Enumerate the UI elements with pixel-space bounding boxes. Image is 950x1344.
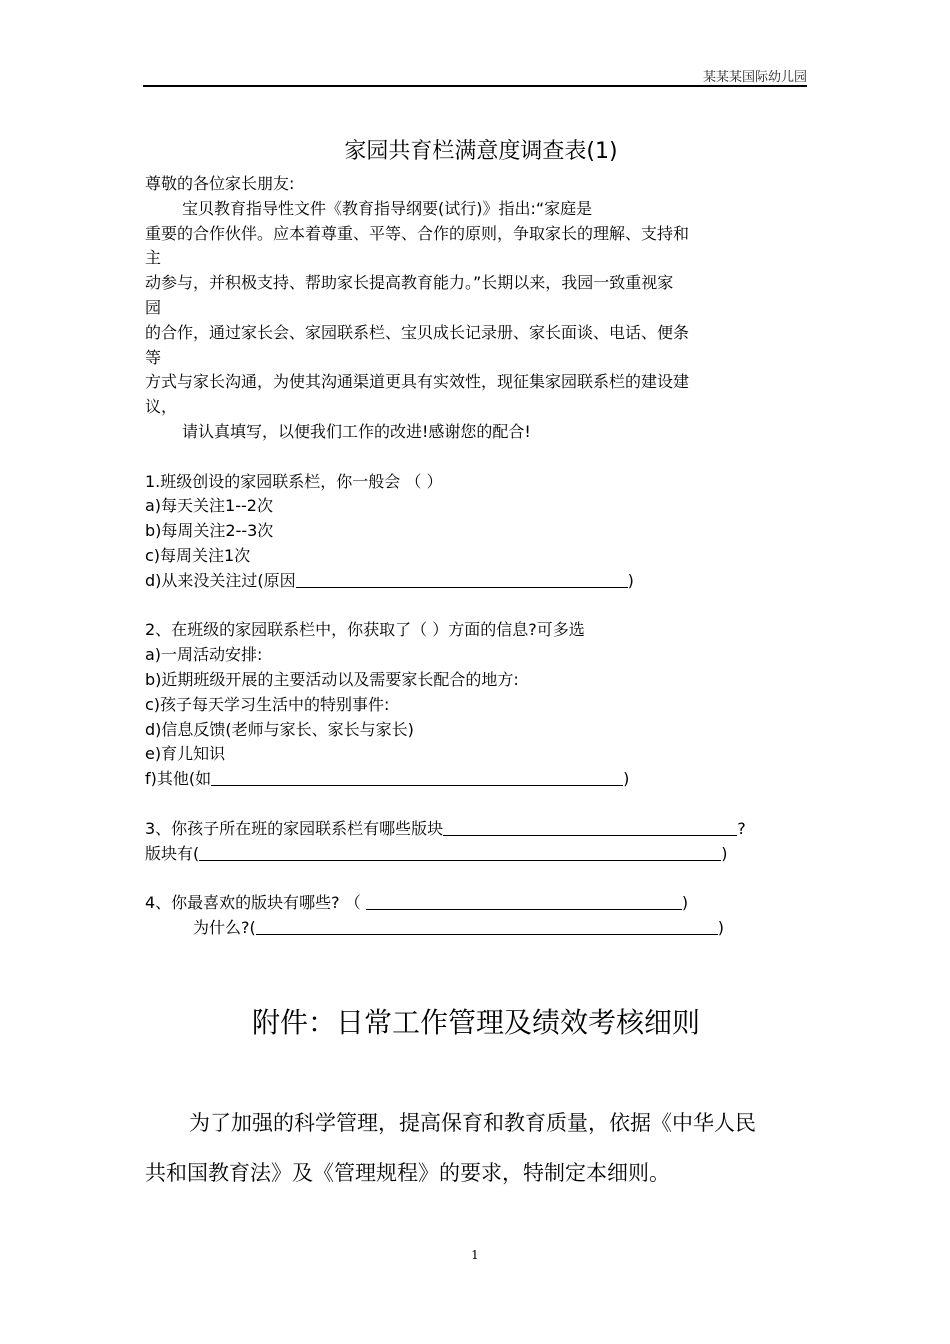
intro-line: 园 — [145, 297, 162, 317]
q3-answer-close: ) — [721, 843, 728, 863]
question-2: 2、在班级的家园联系栏中，你获取了（ ）方面的信息?可多选 — [145, 620, 585, 640]
q2-option: d)信息反馈(老师与家长、家长与家长) — [145, 719, 414, 739]
q4-why-label: 为什么?( — [193, 917, 256, 937]
q3-qmark: ? — [737, 818, 746, 838]
q1-other-close: ) — [627, 570, 634, 590]
q2-other-option — [145, 767, 807, 792]
question-1: 1.班级创设的家园联系栏，你一般会 （ ） — [145, 471, 443, 491]
q1-option: c)每周关注1次 — [145, 545, 251, 565]
q4-why-line — [145, 916, 807, 941]
q1-option: b)每周关注2--3次 — [145, 521, 274, 541]
q2-other-label: f)其他(如 — [145, 769, 212, 789]
question-3 — [145, 817, 807, 842]
q1-other-label: d)从来没关注过(原因 — [145, 570, 296, 590]
q2-other-close: ) — [623, 769, 630, 789]
q2-option: b)近期班级开展的主要活动以及需要家长配合的地方: — [145, 669, 519, 689]
q1-reason-blank[interactable] — [296, 571, 628, 588]
appendix-para-line: 共和国教育法》及《管理规程》的要求，特制定本细则。 — [145, 1161, 670, 1185]
intro-line: 主 — [145, 248, 162, 268]
q4-why-blank[interactable] — [256, 918, 718, 935]
q2-other-blank[interactable] — [211, 769, 623, 786]
survey-section — [145, 132, 807, 941]
appendix-para-line: 为了加强的科学管理，提高保育和教育质量，依据《中华人民 — [189, 1111, 756, 1135]
intro-line: 宝贝教育指导性文件《教育指导纲要(试行)》指出:“家庭是 — [182, 198, 593, 218]
header-org-name: 某某某国际幼儿园 — [702, 70, 807, 85]
q3-answer-label: 版块有( — [145, 843, 200, 863]
q2-option: e)育儿知识 — [145, 744, 226, 764]
q2-option: a)一周活动安排: — [145, 645, 263, 665]
q4-close: ) — [681, 893, 689, 913]
q4-label: 4、你最喜欢的版块有哪些? （ — [145, 893, 366, 913]
intro-line: 的合作，通过家长会、家园联系栏、宝贝成长记录册、家长面谈、电话、便条 — [145, 322, 690, 342]
intro-line: 重要的合作伙伴。应本着尊重、平等、合作的原则，争取家长的理解、支持和 — [145, 223, 690, 243]
q4-why-close: ) — [717, 917, 724, 937]
q1-option: a)每天关注1--2次 — [145, 496, 273, 516]
intro-line: 动参与，并积极支持、帮助家长提高教育能力。”长期以来，我园一致重视家 — [145, 273, 674, 293]
intro-line: 方式与家长沟通，为使其沟通渠道更具有实效性，现征集家园联系栏的建设建 — [145, 372, 690, 392]
greeting: 尊敬的各位家长朋友: — [145, 174, 295, 193]
q1-other-option — [145, 569, 807, 594]
closing-line: 请认真填写，以便我们工作的改进!感谢您的配合! — [182, 421, 531, 441]
intro-line: 等 — [145, 347, 162, 367]
survey-title: 家园共育栏满意度调查表(1) — [344, 139, 618, 164]
question-4 — [145, 891, 807, 916]
header-rule — [143, 85, 807, 87]
appendix-paragraph — [145, 1098, 807, 1198]
q3-label: 3、你孩子所在班的家园联系栏有哪些版块 — [145, 818, 444, 838]
page-number: 1 — [471, 1248, 479, 1262]
appendix-title: 附件：日常工作管理及绩效考核细则 — [251, 1006, 700, 1039]
q3-answer-blank[interactable] — [199, 844, 721, 861]
q2-option: c)孩子每天学习生活中的特别事件: — [145, 694, 390, 714]
intro-line: 议， — [145, 397, 178, 417]
q3-answer-line — [145, 842, 807, 867]
q4-blank[interactable] — [366, 893, 682, 910]
q3-blank[interactable] — [443, 819, 737, 836]
